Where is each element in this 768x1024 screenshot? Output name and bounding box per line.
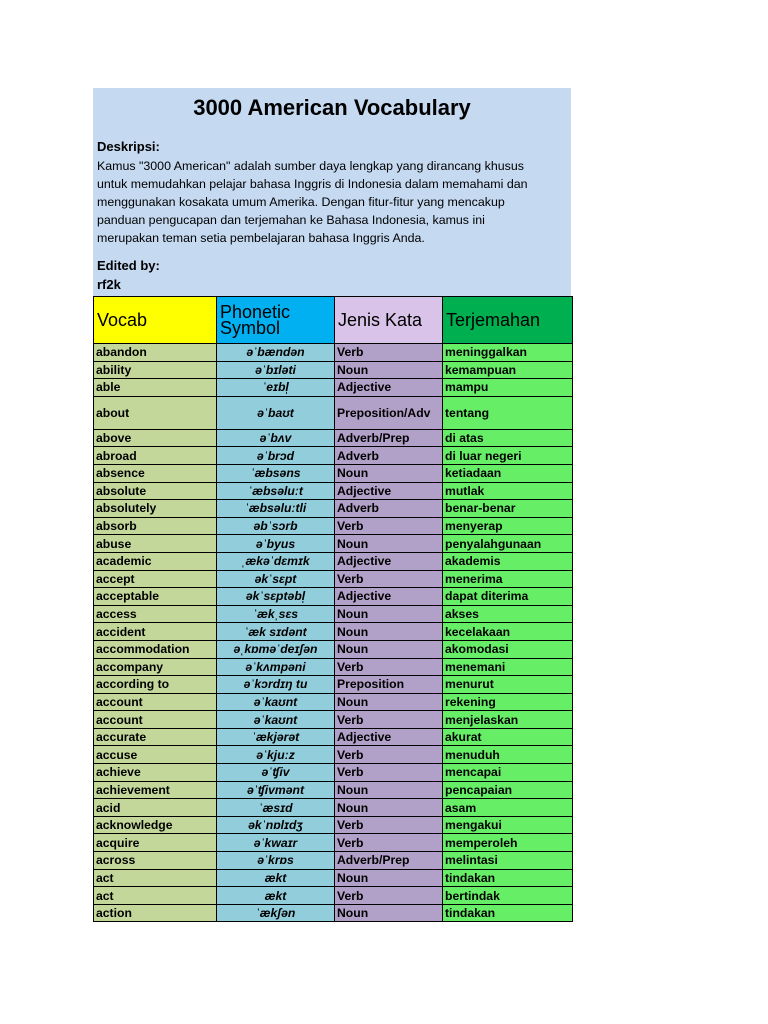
table-row bbox=[94, 344, 573, 362]
cell-phonetic: əkˈsɛpt bbox=[217, 570, 335, 588]
cell-terjemahan: tindakan bbox=[443, 869, 573, 887]
cell-terjemahan: di atas bbox=[443, 429, 573, 447]
cell-phonetic: əˈbændən bbox=[217, 344, 335, 362]
cell-phonetic: əkˈsɛptəbl̩ bbox=[217, 588, 335, 606]
table-row bbox=[94, 605, 573, 623]
cell-phonetic: əˈbaʊt bbox=[217, 396, 335, 429]
cell-vocab: acknowledge bbox=[94, 816, 217, 834]
cell-jenis-kata: Verb bbox=[335, 658, 443, 676]
cell-terjemahan: akademis bbox=[443, 552, 573, 570]
table-row bbox=[94, 447, 573, 465]
cell-phonetic: ˈæbsəluːtli bbox=[217, 500, 335, 518]
cell-terjemahan: meninggalkan bbox=[443, 344, 573, 362]
cell-vocab: across bbox=[94, 852, 217, 870]
cell-jenis-kata: Verb bbox=[335, 887, 443, 905]
cell-jenis-kata: Adverb bbox=[335, 447, 443, 465]
cell-vocab: absolutely bbox=[94, 500, 217, 518]
table-row bbox=[94, 658, 573, 676]
cell-phonetic: ˌækəˈdɛmɪk bbox=[217, 552, 335, 570]
table-row bbox=[94, 464, 573, 482]
cell-jenis-kata: Adverb bbox=[335, 500, 443, 518]
description-line: panduan pengucapan dan terjemahan ke Bahasa Indonesia, kamus ini bbox=[97, 213, 485, 227]
cell-phonetic: əˈkɔrdɪŋ tu bbox=[217, 676, 335, 694]
table-row bbox=[94, 588, 573, 606]
table-row bbox=[94, 728, 573, 746]
table-row bbox=[94, 570, 573, 588]
cell-terjemahan: akomodasi bbox=[443, 640, 573, 658]
cell-vocab: accompany bbox=[94, 658, 217, 676]
column-header-phonetic-line2: Symbol bbox=[220, 318, 281, 338]
cell-jenis-kata: Noun bbox=[335, 535, 443, 553]
cell-vocab: accident bbox=[94, 623, 217, 641]
cell-vocab: accept bbox=[94, 570, 217, 588]
table-body bbox=[94, 344, 573, 922]
description-line: Kamus "3000 American" adalah sumber daya lengkap yang dirancang khusus bbox=[97, 159, 524, 173]
cell-vocab: achievement bbox=[94, 781, 217, 799]
cell-phonetic: ˈæbsəns bbox=[217, 464, 335, 482]
column-header-phonetic-line1: Phonetic bbox=[220, 302, 291, 322]
table-row bbox=[94, 623, 573, 641]
vocabulary-table bbox=[93, 296, 573, 922]
cell-vocab: access bbox=[94, 605, 217, 623]
cell-jenis-kata: Noun bbox=[335, 464, 443, 482]
cell-phonetic: əˈbyus bbox=[217, 535, 335, 553]
cell-terjemahan: asam bbox=[443, 799, 573, 817]
table-row bbox=[94, 640, 573, 658]
cell-terjemahan: melintasi bbox=[443, 852, 573, 870]
cell-terjemahan: bertindak bbox=[443, 887, 573, 905]
cell-phonetic: əkˈnɒlɪdʒ bbox=[217, 816, 335, 834]
column-header-vocab: Vocab bbox=[94, 297, 217, 344]
cell-terjemahan: mencapai bbox=[443, 764, 573, 782]
table-row bbox=[94, 517, 573, 535]
cell-jenis-kata: Adjective bbox=[335, 379, 443, 397]
cell-terjemahan: di luar negeri bbox=[443, 447, 573, 465]
cell-phonetic: əˈbɪləti bbox=[217, 361, 335, 379]
cell-vocab: account bbox=[94, 693, 217, 711]
cell-terjemahan: menurut bbox=[443, 676, 573, 694]
column-header-terjemahan: Terjemahan bbox=[443, 297, 573, 344]
cell-phonetic: ˈæsɪd bbox=[217, 799, 335, 817]
cell-vocab: according to bbox=[94, 676, 217, 694]
description-line: menggunakan kosakata umum Amerika. Dengan fitur-fitur yang mencakup bbox=[97, 195, 505, 209]
cell-vocab: act bbox=[94, 869, 217, 887]
cell-jenis-kata: Verb bbox=[335, 816, 443, 834]
cell-jenis-kata: Noun bbox=[335, 799, 443, 817]
cell-vocab: action bbox=[94, 904, 217, 922]
cell-phonetic: əˌkɒməˈdeɪʃən bbox=[217, 640, 335, 658]
cell-jenis-kata: Noun bbox=[335, 869, 443, 887]
cell-terjemahan: rekening bbox=[443, 693, 573, 711]
table-row bbox=[94, 693, 573, 711]
table-row bbox=[94, 676, 573, 694]
cell-terjemahan: tindakan bbox=[443, 904, 573, 922]
cell-terjemahan: pencapaian bbox=[443, 781, 573, 799]
cell-phonetic: əˈbrɔd bbox=[217, 447, 335, 465]
cell-jenis-kata: Verb bbox=[335, 834, 443, 852]
cell-vocab: accuse bbox=[94, 746, 217, 764]
table-row bbox=[94, 379, 573, 397]
cell-jenis-kata: Preposition/Adv bbox=[335, 396, 443, 429]
table-row bbox=[94, 869, 573, 887]
cell-jenis-kata: Verb bbox=[335, 344, 443, 362]
table-header-row bbox=[94, 297, 573, 344]
table-row bbox=[94, 482, 573, 500]
cell-terjemahan: menuduh bbox=[443, 746, 573, 764]
cell-terjemahan: menemani bbox=[443, 658, 573, 676]
cell-vocab: acquire bbox=[94, 834, 217, 852]
cell-terjemahan: mengakui bbox=[443, 816, 573, 834]
cell-terjemahan: menjelaskan bbox=[443, 711, 573, 729]
cell-vocab: abroad bbox=[94, 447, 217, 465]
cell-phonetic: əˈkwaɪr bbox=[217, 834, 335, 852]
table-row bbox=[94, 361, 573, 379]
cell-jenis-kata: Noun bbox=[335, 640, 443, 658]
cell-terjemahan: memperoleh bbox=[443, 834, 573, 852]
cell-vocab: acid bbox=[94, 799, 217, 817]
cell-vocab: about bbox=[94, 396, 217, 429]
cell-vocab: absorb bbox=[94, 517, 217, 535]
table-row bbox=[94, 799, 573, 817]
cell-jenis-kata: Adverb/Prep bbox=[335, 429, 443, 447]
cell-jenis-kata: Verb bbox=[335, 711, 443, 729]
edited-by-label: Edited by: bbox=[97, 258, 160, 273]
cell-phonetic: əbˈsɔrb bbox=[217, 517, 335, 535]
cell-vocab: accurate bbox=[94, 728, 217, 746]
table-row bbox=[94, 746, 573, 764]
cell-phonetic: ˈæk sɪdənt bbox=[217, 623, 335, 641]
column-header-phonetic bbox=[217, 297, 335, 344]
cell-vocab: absence bbox=[94, 464, 217, 482]
cell-vocab: accommodation bbox=[94, 640, 217, 658]
cell-phonetic: əˈkaʊnt bbox=[217, 693, 335, 711]
cell-jenis-kata: Adjective bbox=[335, 728, 443, 746]
vocabulary-sheet bbox=[93, 88, 572, 922]
cell-terjemahan: menerima bbox=[443, 570, 573, 588]
cell-jenis-kata: Noun bbox=[335, 605, 443, 623]
cell-phonetic: əˈbʌv bbox=[217, 429, 335, 447]
cell-vocab: abuse bbox=[94, 535, 217, 553]
cell-terjemahan: menyerap bbox=[443, 517, 573, 535]
cell-jenis-kata: Noun bbox=[335, 623, 443, 641]
description-line: merupakan teman setia pembelajaran bahasa Inggris Anda. bbox=[97, 231, 425, 245]
table-row bbox=[94, 429, 573, 447]
cell-vocab: able bbox=[94, 379, 217, 397]
cell-terjemahan: dapat diterima bbox=[443, 588, 573, 606]
table-row bbox=[94, 552, 573, 570]
cell-terjemahan: mampu bbox=[443, 379, 573, 397]
cell-phonetic: ækt bbox=[217, 887, 335, 905]
cell-phonetic: ækt bbox=[217, 869, 335, 887]
cell-terjemahan: mutlak bbox=[443, 482, 573, 500]
cell-vocab: account bbox=[94, 711, 217, 729]
cell-jenis-kata: Adjective bbox=[335, 482, 443, 500]
cell-jenis-kata: Noun bbox=[335, 361, 443, 379]
cell-phonetic: ˈæbsəluːt bbox=[217, 482, 335, 500]
cell-terjemahan: akses bbox=[443, 605, 573, 623]
table-row bbox=[94, 781, 573, 799]
table-row bbox=[94, 816, 573, 834]
cell-jenis-kata: Noun bbox=[335, 781, 443, 799]
editor-name: rf2k bbox=[97, 277, 121, 292]
table-row bbox=[94, 904, 573, 922]
table-row bbox=[94, 500, 573, 518]
cell-phonetic: əˈʧivmənt bbox=[217, 781, 335, 799]
cell-vocab: absolute bbox=[94, 482, 217, 500]
description-text bbox=[97, 157, 567, 247]
cell-jenis-kata: Verb bbox=[335, 764, 443, 782]
table-row bbox=[94, 711, 573, 729]
cell-jenis-kata: Noun bbox=[335, 904, 443, 922]
cell-jenis-kata: Adjective bbox=[335, 552, 443, 570]
cell-jenis-kata: Noun bbox=[335, 693, 443, 711]
cell-jenis-kata: Verb bbox=[335, 570, 443, 588]
table-row bbox=[94, 764, 573, 782]
cell-vocab: abandon bbox=[94, 344, 217, 362]
cell-terjemahan: penyalahgunaan bbox=[443, 535, 573, 553]
cell-jenis-kata: Adverb/Prep bbox=[335, 852, 443, 870]
cell-jenis-kata: Verb bbox=[335, 517, 443, 535]
cell-phonetic: əˈkʌmpəni bbox=[217, 658, 335, 676]
column-header-jenis: Jenis Kata bbox=[335, 297, 443, 344]
cell-terjemahan: ketiadaan bbox=[443, 464, 573, 482]
header-box bbox=[93, 88, 571, 296]
description-line: untuk memudahkan pelajar bahasa Inggris di Indonesia dalam memahami dan bbox=[97, 177, 528, 191]
cell-phonetic: əˈʧiv bbox=[217, 764, 335, 782]
table-row bbox=[94, 887, 573, 905]
cell-phonetic: ˈeɪbl̩ bbox=[217, 379, 335, 397]
cell-vocab: above bbox=[94, 429, 217, 447]
cell-terjemahan: tentang bbox=[443, 396, 573, 429]
cell-jenis-kata: Preposition bbox=[335, 676, 443, 694]
cell-phonetic: ˈækˌsɛs bbox=[217, 605, 335, 623]
cell-phonetic: əˈkjuːz bbox=[217, 746, 335, 764]
cell-jenis-kata: Adjective bbox=[335, 588, 443, 606]
cell-vocab: act bbox=[94, 887, 217, 905]
table-row bbox=[94, 834, 573, 852]
table-row bbox=[94, 852, 573, 870]
cell-vocab: academic bbox=[94, 552, 217, 570]
cell-terjemahan: kemampuan bbox=[443, 361, 573, 379]
cell-phonetic: əˈkaʊnt bbox=[217, 711, 335, 729]
cell-terjemahan: benar-benar bbox=[443, 500, 573, 518]
cell-phonetic: əˈkrɒs bbox=[217, 852, 335, 870]
cell-vocab: achieve bbox=[94, 764, 217, 782]
cell-terjemahan: kecelakaan bbox=[443, 623, 573, 641]
cell-phonetic: ˈækʃən bbox=[217, 904, 335, 922]
cell-phonetic: ˈækjərət bbox=[217, 728, 335, 746]
page-title: 3000 American Vocabulary bbox=[193, 95, 471, 120]
table-row bbox=[94, 396, 573, 429]
cell-vocab: acceptable bbox=[94, 588, 217, 606]
description-label: Deskripsi: bbox=[97, 139, 160, 154]
cell-jenis-kata: Verb bbox=[335, 746, 443, 764]
cell-terjemahan: akurat bbox=[443, 728, 573, 746]
cell-vocab: ability bbox=[94, 361, 217, 379]
table-row bbox=[94, 535, 573, 553]
